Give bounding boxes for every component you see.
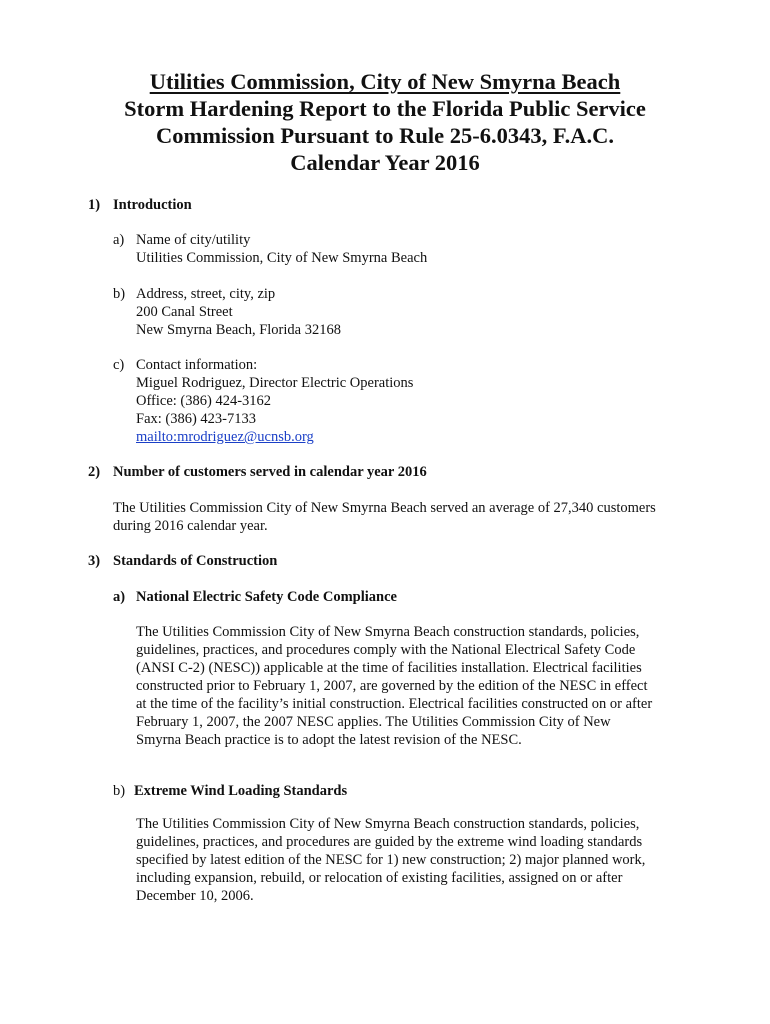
item-1c-marker: c): [113, 357, 125, 373]
item-1b-label: Address, street, city, zip: [136, 286, 276, 302]
section-3-number: 3): [88, 553, 101, 569]
item-3a-line: February 1, 2007, the 2007 NESC applies. The Utilities Commission City of New: [136, 714, 611, 730]
item-3b-line: specified by latest edition of the NESC for 1) new construction; 2) major planned work,: [136, 852, 646, 868]
item-3a-heading: National Electric Safety Code Compliance: [136, 589, 397, 605]
contact-fax: Fax: (386) 423-7133: [136, 411, 257, 427]
item-3a-line: constructed prior to February 1, 2007, are governed by the edition of the NESC in effect: [136, 678, 648, 694]
section-1-number: 1): [88, 197, 101, 213]
item-3a-line: The Utilities Commission City of New Smyrna Beach construction standards, policies,: [136, 624, 640, 640]
title-line-4: Calendar Year 2016: [290, 150, 480, 175]
item-3b-line: December 10, 2006.: [136, 888, 254, 904]
item-3a-marker: a): [113, 589, 126, 605]
item-3b-body: [136, 815, 645, 905]
address-street: 200 Canal Street: [136, 304, 233, 320]
section-1-heading: Introduction: [113, 197, 192, 213]
item-1b-block: [136, 285, 341, 339]
item-1c-block: [136, 356, 413, 446]
section-2-line-1: The Utilities Commission City of New Smyrna Beach served an average of 27,340 customers: [113, 500, 656, 516]
item-1a-block: [136, 231, 427, 267]
item-3a-line: (ANSI C-2) (NESC)) applicable at the time of facilities installation. Electrical facilities: [136, 660, 642, 676]
section-3-heading: Standards of Construction: [113, 553, 278, 569]
item-3a-line: Smyrna Beach practice is to adopt the latest revision of the NESC.: [136, 732, 522, 748]
item-3a-line: at the time of the facility’s initial construction. Electrical facilities constructed on or after: [136, 696, 653, 712]
item-3a-line: guidelines, practices, and procedures comply with the National Electrical Safety Code: [136, 642, 636, 658]
item-3b-heading: Extreme Wind Loading Standards: [134, 783, 348, 799]
item-1a-label: Name of city/utility: [136, 232, 251, 248]
section-2-number: 2): [88, 464, 101, 480]
section-2-line-2: during 2016 calendar year.: [113, 518, 268, 534]
section-2-heading: Number of customers served in calendar year 2016: [113, 464, 427, 480]
document-title: [0, 68, 770, 176]
item-3b-line: including expansion, rebuild, or relocation of existing facilities, assigned on or after: [136, 870, 623, 886]
contact-office: Office: (386) 424-3162: [136, 393, 272, 409]
contact-email-link[interactable]: mailto:mrodriguez@ucnsb.org: [136, 429, 314, 445]
item-1a-marker: a): [113, 232, 125, 248]
item-3a-body: [136, 623, 652, 749]
item-3b-line: The Utilities Commission City of New Smyrna Beach construction standards, policies,: [136, 816, 640, 832]
item-1b-marker: b): [113, 286, 126, 302]
address-city: New Smyrna Beach, Florida 32168: [136, 322, 341, 338]
title-line-3: Commission Pursuant to Rule 25-6.0343, F.A.C.: [156, 123, 614, 148]
item-3b-marker: b): [113, 783, 126, 799]
contact-name: Miguel Rodriguez, Director Electric Operations: [136, 375, 414, 391]
item-1c-label: Contact information:: [136, 357, 258, 373]
section-2-body: [113, 499, 656, 535]
title-line-1: Utilities Commission, City of New Smyrna Beach: [149, 69, 621, 94]
item-3b-line: guidelines, practices, and procedures are guided by the extreme wind loading standards: [136, 834, 643, 850]
title-line-2: Storm Hardening Report to the Florida Public Service: [124, 96, 646, 121]
item-1a-value: Utilities Commission, City of New Smyrna Beach: [136, 250, 428, 266]
